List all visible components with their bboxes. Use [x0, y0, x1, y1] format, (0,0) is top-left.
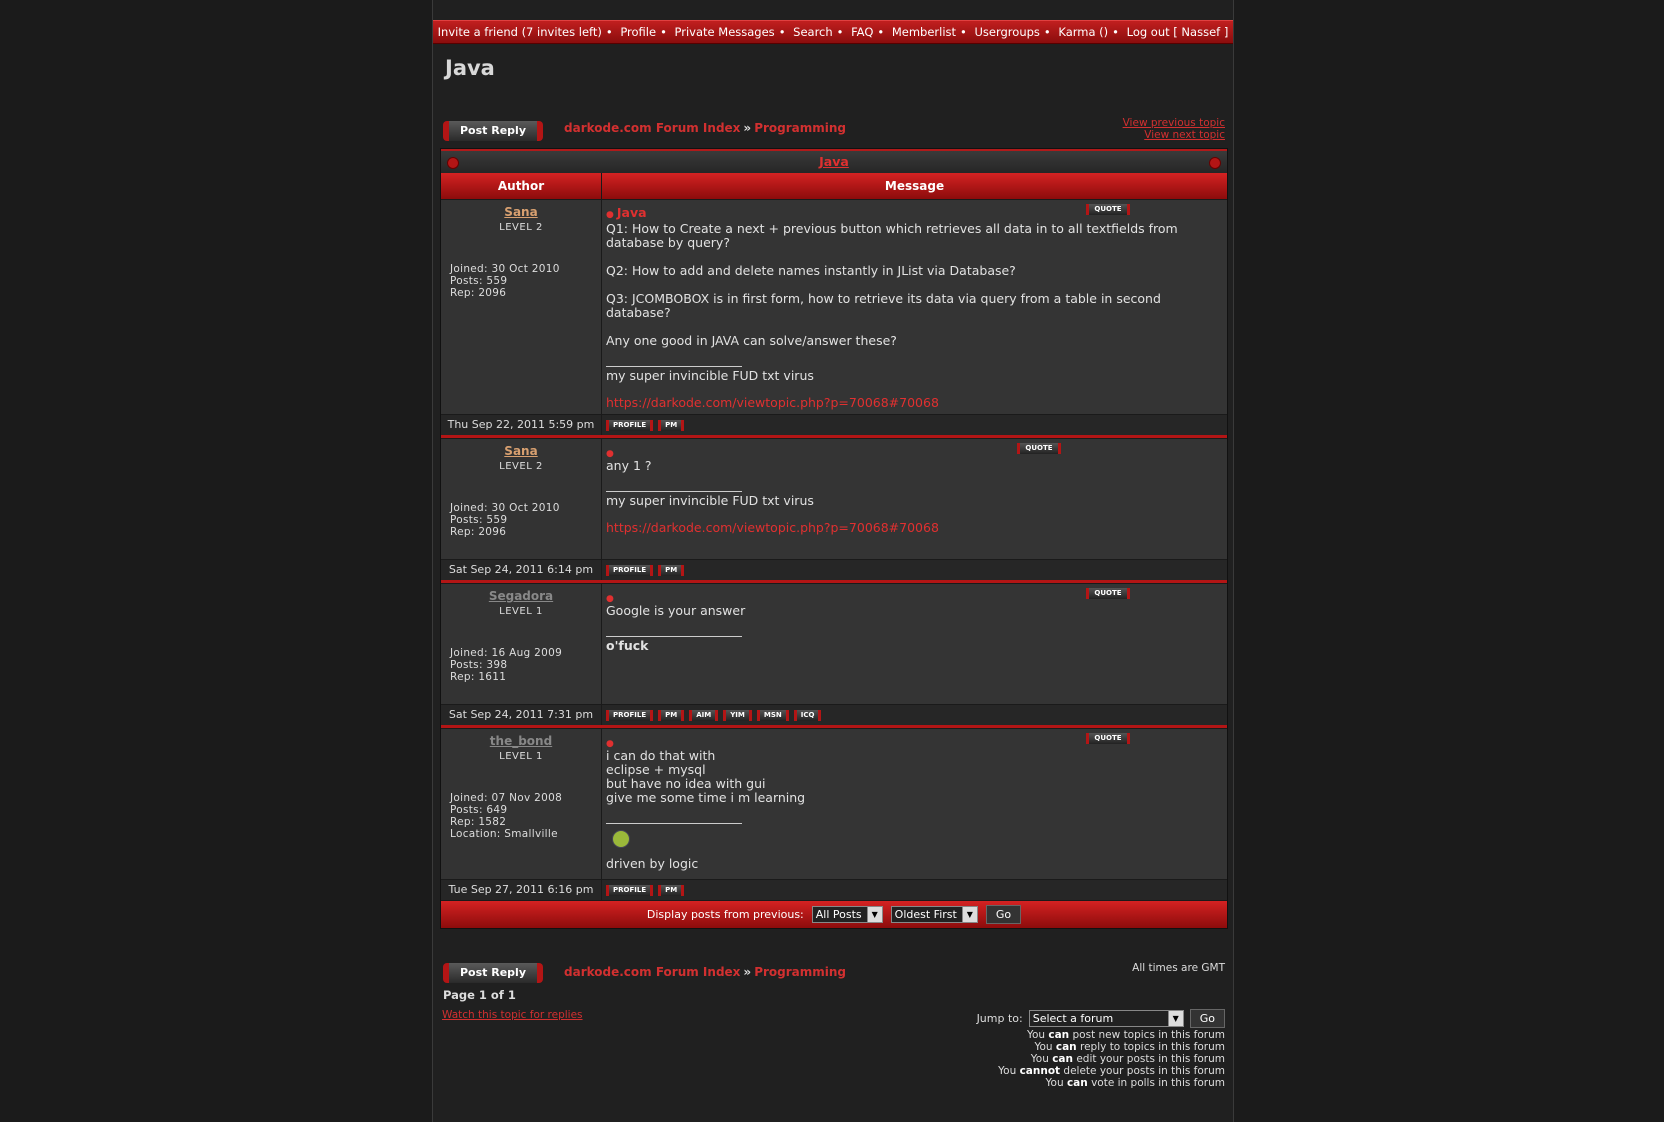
page-info: Page 1 of 1	[443, 988, 516, 1002]
author-rep: Rep: 1582	[450, 816, 507, 828]
post-bullet-icon: ●	[606, 594, 614, 604]
post-reply-button-bottom[interactable]: Post Reply	[443, 963, 543, 983]
author-name-link[interactable]: Sana	[504, 444, 538, 458]
chevron-down-icon: ▼	[867, 907, 882, 922]
view-next-topic-link[interactable]: View next topic	[1144, 129, 1225, 141]
post-bullet-icon: ●	[606, 449, 614, 459]
author-joined: Joined: 16 Aug 2009	[450, 647, 563, 659]
forum-permissions	[998, 1029, 1225, 1089]
signature-text: my super invincible FUD txt virus	[606, 493, 814, 508]
msn-button[interactable]: MSN	[757, 710, 789, 721]
nav-karma[interactable]: Karma ()	[1058, 25, 1109, 39]
jump-go-button[interactable]: Go	[1190, 1009, 1225, 1028]
nav-usergroups[interactable]: Usergroups	[974, 25, 1040, 39]
post-line: Any one good in JAVA can solve/answer these?	[606, 333, 897, 348]
breadcrumb-arrow: »	[743, 965, 752, 979]
post-message	[602, 200, 1227, 414]
nav-separator: •	[1043, 25, 1051, 39]
author-joined: Joined: 30 Oct 2010	[450, 502, 560, 514]
author-joined: Joined: 30 Oct 2010	[450, 263, 560, 275]
author-posts: Posts: 649	[450, 804, 508, 816]
post-footer	[441, 879, 1227, 900]
nav-search[interactable]: Search	[793, 25, 833, 39]
breadcrumb	[564, 121, 846, 135]
author-meta	[450, 647, 601, 683]
post-line: Q1: How to Create a next + previous button which retrieves all data in to all textfields from database by query?	[606, 221, 1178, 250]
author-level: LEVEL 1	[499, 606, 543, 617]
pm-button[interactable]: PM	[658, 420, 684, 431]
post-bullet-icon: ●	[606, 739, 614, 749]
posts-period-select[interactable]	[812, 906, 883, 923]
permission-delete: You cannot delete your posts in this forum	[998, 1065, 1225, 1077]
author-meta	[450, 502, 601, 538]
post-row	[441, 438, 1227, 559]
breadcrumb-programming[interactable]: Programming	[754, 121, 847, 135]
post-body	[606, 604, 1223, 653]
signature-link[interactable]: https://darkode.com/viewtopic.php?p=70068#70068	[606, 395, 939, 410]
post-line: eclipse + mysql	[606, 762, 706, 777]
post-row	[441, 199, 1227, 414]
post-author-panel	[441, 200, 602, 414]
author-posts: Posts: 559	[450, 514, 508, 526]
author-meta	[450, 263, 601, 299]
author-name-link[interactable]: the_bond	[489, 734, 553, 748]
post-author-panel	[441, 439, 602, 559]
timezone-note: All times are GMT	[1132, 962, 1225, 974]
page-container	[432, 0, 1234, 1122]
post-message	[602, 729, 1227, 879]
post-actions	[602, 705, 1227, 725]
permission-edit: You can edit your posts in this forum	[1030, 1053, 1225, 1065]
author-rep: Rep: 2096	[450, 526, 507, 538]
post-body	[606, 749, 1223, 871]
page-title: Java	[445, 56, 495, 80]
post-row	[441, 583, 1227, 704]
corner-dot-icon	[447, 157, 459, 169]
sort-order-select[interactable]	[891, 906, 978, 923]
profile-button[interactable]: PROFILE	[606, 420, 653, 431]
permission-reply: You can reply to topics in this forum	[1034, 1041, 1225, 1053]
post-line: Q3: JCOMBOBOX is in first form, how to retrieve its data via query from a table in second database?	[606, 291, 1161, 320]
author-name-link[interactable]: Sana	[504, 205, 538, 219]
post-body	[606, 222, 1223, 410]
author-level: LEVEL 2	[499, 461, 543, 472]
post-author-panel	[441, 729, 602, 879]
posts-period-value: All Posts	[815, 908, 862, 921]
permission-vote: You can vote in polls in this forum	[1045, 1077, 1225, 1089]
quote-button[interactable]: QUOTE	[1086, 204, 1130, 215]
post-line: give me some time i m learning	[606, 790, 806, 805]
top-navigation	[433, 20, 1233, 44]
message-column-header: Message	[884, 179, 945, 193]
author-name-link[interactable]: Segadora	[488, 589, 554, 603]
display-options-bar	[441, 900, 1227, 928]
aim-button[interactable]: AIM	[689, 710, 718, 721]
author-posts: Posts: 559	[450, 275, 508, 287]
quote-button[interactable]: QUOTE	[1086, 588, 1130, 599]
post-date: Thu Sep 22, 2011 5:59 pm	[441, 415, 602, 435]
pm-button[interactable]: PM	[658, 710, 684, 721]
post-bullet-icon: ●	[606, 210, 614, 220]
breadcrumb-forum-index[interactable]: darkode.com Forum Index	[564, 965, 741, 979]
jump-forum-value: Select a forum	[1032, 1012, 1114, 1025]
post-reply-button[interactable]: Post Reply	[443, 121, 543, 141]
topic-title-link[interactable]: Java	[819, 154, 849, 169]
nav-memberlist[interactable]: Memberlist	[891, 25, 957, 39]
post-message	[602, 439, 1227, 559]
nav-separator: •	[1112, 25, 1119, 39]
author-rep: Rep: 2096	[450, 287, 507, 299]
nav-separator: •	[778, 25, 786, 39]
posts-table	[440, 148, 1228, 929]
table-header	[441, 173, 1227, 199]
table-title-bar	[441, 149, 1227, 173]
display-label: Display posts from previous:	[646, 908, 804, 921]
breadcrumb-bottom	[564, 965, 846, 979]
post-subject-text: Java	[616, 205, 647, 220]
post-footer	[441, 559, 1227, 583]
post-date: Sat Sep 24, 2011 6:14 pm	[441, 560, 602, 580]
nav-separator: •	[836, 25, 844, 39]
author-column-header: Author	[441, 173, 602, 199]
breadcrumb-arrow: »	[743, 121, 752, 135]
profile-button[interactable]: PROFILE	[606, 565, 653, 576]
signature-divider	[606, 366, 742, 367]
post-actions	[602, 880, 1227, 900]
post-message	[602, 584, 1227, 704]
post-footer	[441, 414, 1227, 438]
post-subject	[606, 444, 1223, 459]
post-actions	[602, 560, 1227, 580]
quote-button[interactable]: QUOTE	[1017, 443, 1061, 454]
post-line: i can do that with	[606, 748, 716, 763]
post-line: Q2: How to add and delete names instantly in JList via Database?	[606, 263, 1016, 278]
nav-separator: •	[877, 25, 885, 39]
nav-separator: •	[660, 25, 667, 39]
nav-faq[interactable]: FAQ	[851, 25, 874, 39]
post-row	[441, 728, 1227, 879]
signature-divider	[606, 491, 742, 492]
nav-profile[interactable]: Profile	[620, 25, 657, 39]
author-level: LEVEL 1	[499, 751, 543, 762]
permission-post: You can post new topics in this forum	[1026, 1029, 1225, 1041]
nav-invite-friend[interactable]: Invite a friend (7 invites left)	[437, 25, 602, 39]
post-author-panel	[441, 584, 602, 704]
jump-label: Jump to:	[976, 1012, 1023, 1025]
post-date: Sat Sep 24, 2011 7:31 pm	[441, 705, 602, 725]
nav-separator: •	[605, 25, 613, 39]
nav-separator: •	[960, 25, 967, 39]
chevron-down-icon: ▼	[962, 907, 977, 922]
signature-smiley-icon	[612, 830, 630, 848]
watch-topic-link[interactable]: Watch this topic for replies	[442, 1009, 583, 1021]
chevron-down-icon: ▼	[1168, 1011, 1183, 1026]
author-location: Location: Smallville	[450, 828, 558, 840]
pm-button[interactable]: PM	[658, 565, 684, 576]
post-subject	[606, 205, 1223, 220]
author-rep: Rep: 1611	[450, 671, 507, 683]
jump-to	[977, 1009, 1225, 1028]
signature-text: o'fuck	[606, 638, 649, 653]
pm-button[interactable]: PM	[658, 885, 684, 896]
sort-order-value: Oldest First	[894, 908, 957, 921]
signature-link[interactable]: https://darkode.com/viewtopic.php?p=70068#70068	[606, 520, 939, 535]
signature-text: driven by logic	[606, 856, 699, 871]
breadcrumb-programming[interactable]: Programming	[754, 965, 847, 979]
post-body	[606, 459, 1223, 535]
view-previous-topic-link[interactable]: View previous topic	[1122, 117, 1225, 129]
icq-button[interactable]: ICQ	[794, 710, 822, 721]
signature-text: my super invincible FUD txt virus	[606, 368, 814, 383]
display-go-button[interactable]: Go	[986, 905, 1021, 924]
signature-divider	[606, 823, 742, 824]
post-actions	[602, 415, 1227, 435]
author-posts: Posts: 398	[450, 659, 508, 671]
post-line: any 1 ?	[606, 458, 652, 473]
author-level: LEVEL 2	[499, 222, 543, 233]
breadcrumb-forum-index[interactable]: darkode.com Forum Index	[564, 121, 741, 135]
topic-navigation	[1123, 117, 1225, 141]
post-date: Tue Sep 27, 2011 6:16 pm	[441, 880, 602, 900]
corner-dot-icon	[1209, 157, 1221, 169]
post-footer	[441, 704, 1227, 728]
yim-button[interactable]: YIM	[723, 710, 752, 721]
profile-button[interactable]: PROFILE	[606, 885, 653, 896]
nav-private-messages[interactable]: Private Messages	[674, 25, 775, 39]
author-joined: Joined: 07 Nov 2008	[450, 792, 563, 804]
jump-forum-select[interactable]	[1029, 1010, 1184, 1027]
post-subject	[606, 589, 1223, 604]
signature-divider	[606, 636, 742, 637]
quote-button[interactable]: QUOTE	[1086, 733, 1130, 744]
post-line: Google is your answer	[606, 603, 746, 618]
nav-logout[interactable]: Log out [ Nassef ]	[1126, 25, 1229, 39]
profile-button[interactable]: PROFILE	[606, 710, 653, 721]
post-line: but have no idea with gui	[606, 776, 766, 791]
post-subject	[606, 734, 1223, 749]
author-meta	[450, 792, 601, 840]
